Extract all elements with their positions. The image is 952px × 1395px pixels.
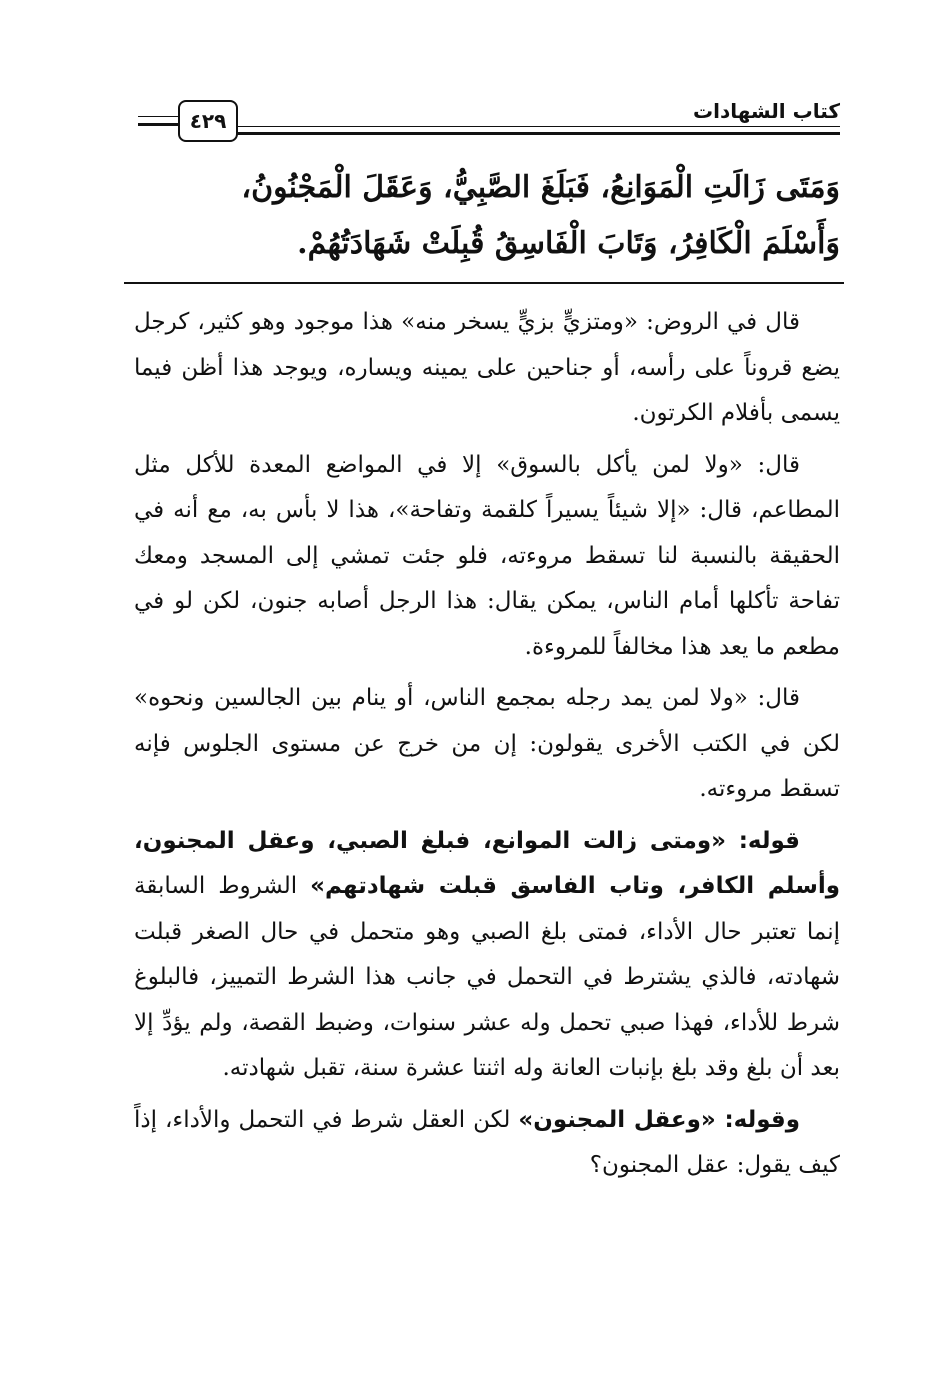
quoted-matn-2: «وعقل المجنون» <box>518 1106 716 1133</box>
paragraph-1: قال في الروض: «ومتزيٍّ بزيٍّ يسخر منه» هذا موجود وهو كثير، كرجل يضع قروناً على رأسه، أو جناحين على يمينه ويساره، ويوجد هذا أظن فيما يسمى بأفلام الكرتون. <box>134 309 840 426</box>
paragraph-4-text: الشروط السابقة إنما تعتبر حال الأداء، فمتى بلغ الصبي وهو متحمل في حال الصغر قبلت شهادته، فالذي يشترط في التحمل في جانب هذا الشرط التمييز، فالبلوغ شرط للأداء، فهذا صبي تحمل وله عشر سنوات، وضبط القصة، ولم يؤدِّ إلا بعد أن بلغ وقد بلغ بإنبات العانة وله اثنتا عشرة سنة، تقبل شهادته. <box>134 873 840 1081</box>
header-rule-right-bottom <box>236 132 840 135</box>
paragraph-4 <box>134 819 840 1092</box>
paragraph-2: قال: «ولا لمن يأكل بالسوق» إلا في المواضع المعدة للأكل مثل المطاعم، قال: «إلا شيئاً يسيراً كلقمة وتفاحة»، هذا لا بأس به، مع أنه في الحقيقة بالنسبة لنا تسقط مروءته، فلو جئت تمشي إلى المسجد ومعك تفاحة تأكلها أمام الناس، يمكن يقال: هذا الرجل أصابه جنون، لكن لو في مطعم ما يعد هذا مخالفاً للمروءة. <box>134 451 840 660</box>
quoted-matn: قوله: «ومتى زالت الموانع، فبلغ الصبي، وعقل المجنون، وأسلم الكافر، وتاب الفاسق قبلت شهادتهم» <box>134 827 840 899</box>
matn-line-2: وَأَسْلَمَ الْكَافِرُ، وَتَابَ الْفَاسِقُ قُبِلَتْ شَهَادَتُهُمْ. <box>297 226 840 261</box>
commentary <box>134 300 840 1195</box>
paragraph-5 <box>134 1098 840 1189</box>
header-rule-left-bottom <box>138 123 178 126</box>
paragraph-5-lead: وقوله: <box>715 1106 801 1133</box>
matn-separator <box>124 282 844 284</box>
matn-text <box>138 160 840 272</box>
book-title: كتاب الشهادات <box>692 99 840 123</box>
paragraph-3: قال: «ولا لمن يمد رجله بمجمع الناس، أو ينام بين الجالسين ونحوه» لكن في الكتب الأخرى يقولون: إن من خرج عن مستوى الجلوس فإنه تسقط مروءته. <box>134 685 840 802</box>
page-header <box>138 96 840 144</box>
page-number: ٤٢٩ <box>178 100 238 142</box>
matn-line-1: وَمَتَى زَالَتِ الْمَوَانِعُ، فَبَلَغَ الصَّبِيُّ، وَعَقَلَ الْمَجْنُونُ، <box>241 170 840 205</box>
paragraph-5-text: لكن العقل شرط في التحمل والأداء، إذاً كيف يقول: عقل المجنون؟ <box>134 1106 840 1178</box>
header-rule-right-top <box>236 126 840 127</box>
header-rule-left-top <box>138 116 178 117</box>
